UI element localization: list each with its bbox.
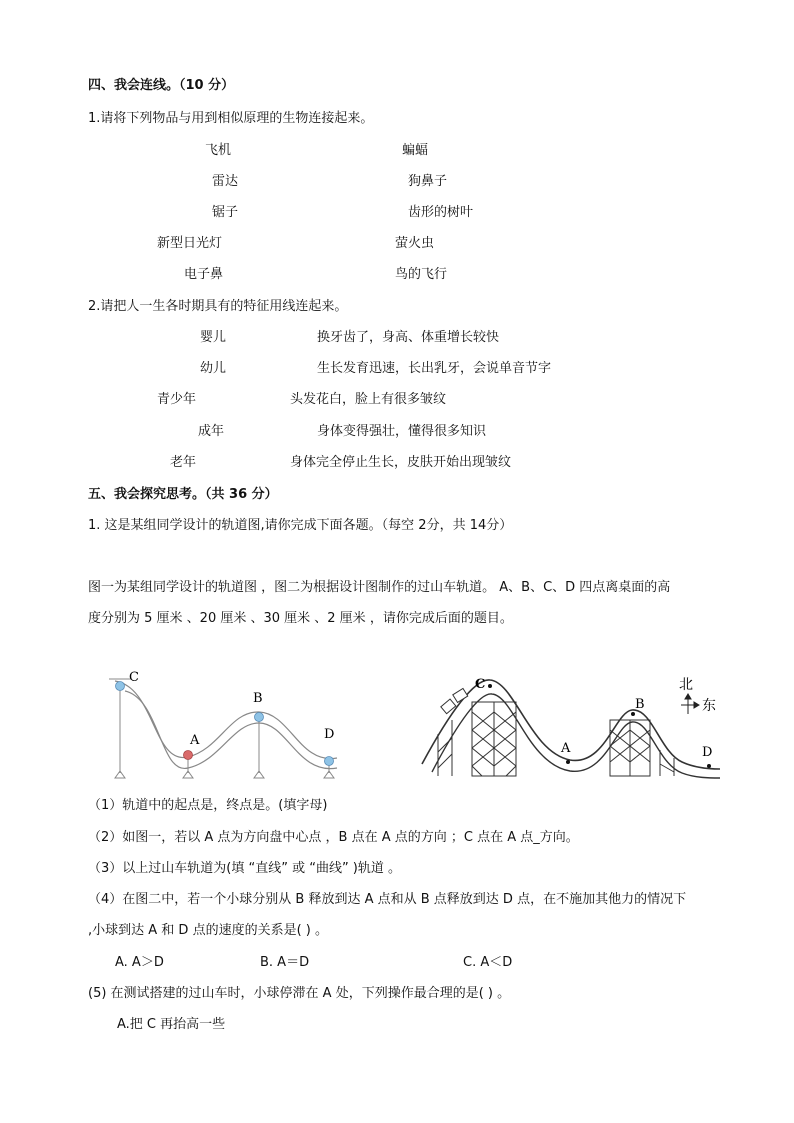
- q2-right-item: 生长发育迅速，长出乳牙，会说单音节字: [317, 361, 552, 376]
- option-b: B. A＝D: [260, 955, 310, 970]
- q2-right-item: 身体完全停止生长，皮肤开始出现皱纹: [290, 455, 512, 470]
- fig2-label-a: A: [561, 741, 571, 756]
- q2-right-item: 换牙齿了，身高、体重增长较快: [317, 330, 500, 345]
- q2-left-item: 婴儿: [200, 330, 227, 345]
- point-c-marker: [116, 682, 125, 691]
- option-c: C. A＜D: [463, 955, 513, 970]
- paragraph-line: 图一为某组同学设计的轨道图 ，图二为根据设计图制作的过山车轨道。 A、B、C、D 四点离桌面的高: [88, 580, 671, 595]
- fig1-label-c: C: [129, 670, 139, 685]
- section5-title: 五、我会探究思考。（共 36 分）: [88, 487, 278, 502]
- q2-prompt: 2.请把人一生各时期具有的特征用线连起来。: [88, 299, 348, 314]
- q1-right-item: 萤火虫: [395, 236, 435, 251]
- q2-left-item: 成年: [198, 424, 225, 439]
- q2-right-item: 头发花白，脸上有很多皱纹: [290, 392, 447, 407]
- q1-left-item: 雷达: [212, 174, 239, 189]
- point-b-marker: [255, 713, 264, 722]
- fig1-label-b: B: [253, 691, 263, 706]
- q1-right-item: 齿形的树叶: [408, 205, 474, 220]
- fig1-label-d: D: [324, 727, 335, 742]
- subquestion-2: （2）如图一，若以 A 点为方向盘中心点 ，B 点在 A 点的方向 ；C 点在 A 点_方向。: [88, 830, 579, 845]
- subquestion-5-option-a: A.把 C 再抬高一些: [117, 1017, 226, 1032]
- q1-right-item: 蝙蝠: [402, 143, 429, 158]
- q2-left-item: 老年: [170, 455, 197, 470]
- option-a: A. A＞D: [115, 955, 164, 970]
- subquestion-1: （1）轨道中的起点是，终点是。(填字母): [88, 798, 328, 813]
- compass-east-label: 东: [702, 698, 716, 714]
- q2-left-item: 幼儿: [200, 361, 227, 376]
- q2-left-item: 青少年: [157, 392, 197, 407]
- subquestion-3: （3）以上过山车轨道为(填 “直线” 或 “曲线” )轨道 。: [88, 861, 402, 876]
- subquestion-4-line1: （4）在图二中，若一个小球分别从 B 释放到达 A 点和从 B 点释放到达 D 点，在不施加其他力的情况下: [88, 892, 687, 907]
- point-a-marker: [184, 751, 193, 760]
- q1-left-item: 新型日光灯: [157, 236, 223, 251]
- q1-left-item: 锯子: [212, 205, 239, 220]
- fig2-label-c: C: [475, 677, 486, 692]
- q1-right-item: 鸟的飞行: [395, 267, 448, 282]
- compass-arrow-icon: [681, 694, 699, 714]
- q1-left-item: 飞机: [205, 143, 232, 158]
- subquestion-5: (5) 在测试搭建的过山车时，小球停滞在 A 处，下列操作最合理的是( ) 。: [88, 986, 511, 1001]
- fig2-label-d: D: [702, 745, 713, 760]
- track-design-figure: [105, 665, 345, 785]
- section4-title: 四、我会连线。（10 分）: [88, 78, 235, 93]
- fig1-label-a: A: [190, 733, 200, 748]
- paragraph-line: 度分别为 5 厘米 、20 厘米 、30 厘米 、2 厘米 ，请你完成后面的题目。: [88, 611, 513, 626]
- q1-prompt: 1.请将下列物品与用到相似原理的生物连接起来。: [88, 111, 374, 126]
- compass-north-label: 北: [679, 677, 693, 693]
- q1-left-item: 电子鼻: [184, 267, 224, 282]
- subquestion-4-line2: ,小球到达 A 和 D 点的速度的关系是( ) 。: [88, 923, 328, 938]
- point-d-marker: [325, 757, 334, 766]
- q1-right-item: 狗鼻子: [408, 174, 448, 189]
- q1-intro: 1. 这是某组同学设计的轨道图,请你完成下面各题。（每空 2分，共 14分）: [88, 518, 513, 533]
- roller-coaster-figure: [420, 672, 720, 777]
- q2-right-item: 身体变得强壮，懂得很多知识: [317, 424, 487, 439]
- fig2-label-b: B: [635, 697, 645, 712]
